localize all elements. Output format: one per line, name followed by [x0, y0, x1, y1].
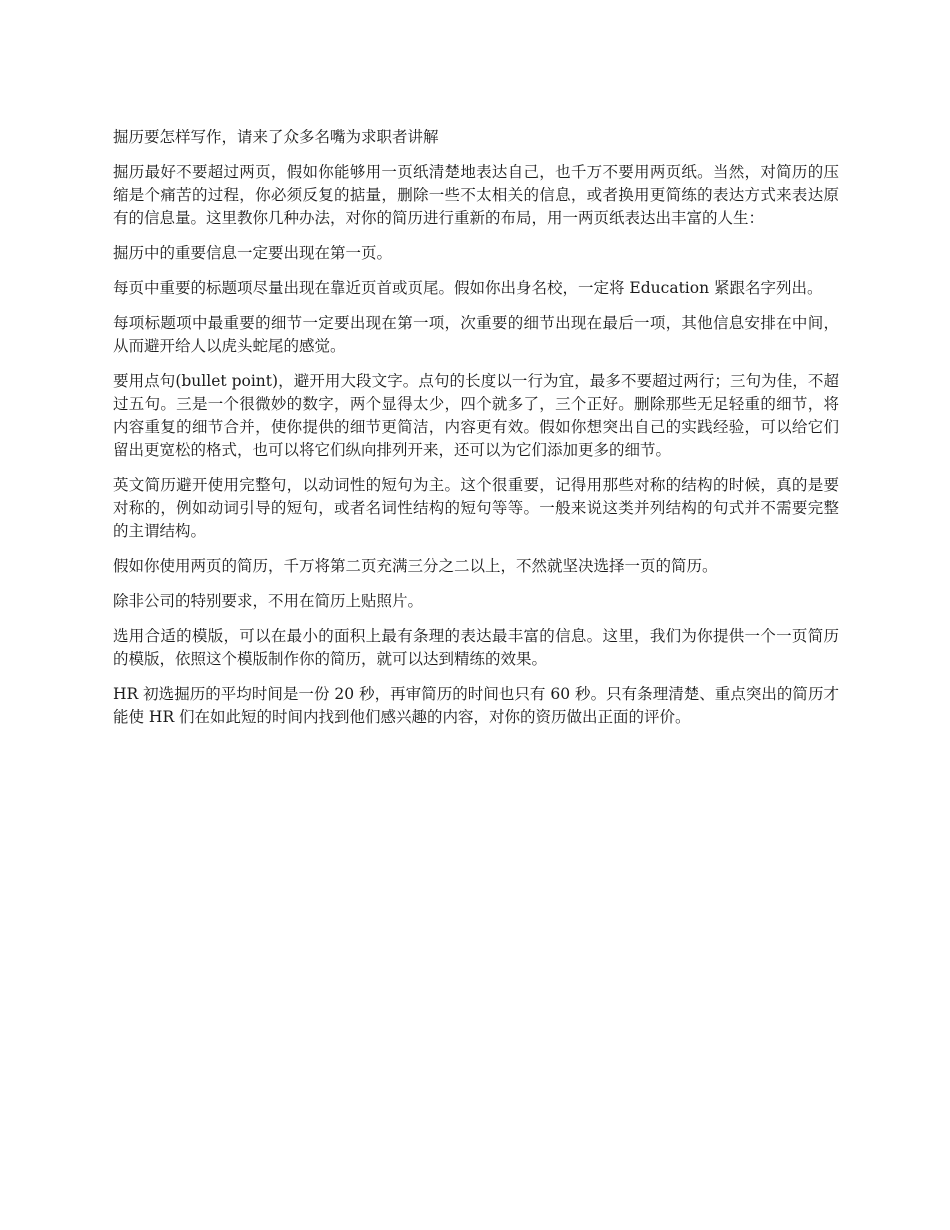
paragraph: 每页中重要的标题项尽量出现在靠近页首或页尾。假如你出身名校，一定将 Education 紧跟名字列出。: [113, 279, 823, 297]
paragraph: 选用合适的模版，可以在最小的面积上最有条理的表达最丰富的信息。这里，我们为你提供一个一页简历的模版，依照这个模版制作你的简历，就可以达到精练的效果。: [113, 627, 839, 668]
document-body: [113, 126, 839, 741]
paragraph: 英文简历避开使用完整句，以动词性的短句为主。这个很重要，记得用那些对称的结构的时候，真的是要对称的，例如动词引导的短句，或者名词性结构的短句等等。一般来说这类并列结构的句式并不需要完整的主谓结构。: [113, 476, 839, 540]
paragraph: 除非公司的特别要求，不用在简历上贴照片。: [113, 592, 424, 610]
paragraph: 掘历中的重要信息一定要出现在第一页。: [113, 244, 393, 262]
document-title: 掘历要怎样写作，请来了众多名嘴为求职者讲解: [113, 128, 439, 146]
paragraph: 掘历最好不要超过两页，假如你能够用一页纸清楚地表达自己，也千万不要用两页纸。当然，对简历的压缩是个痛苦的过程，你必须反复的掂量，删除一些不太相关的信息，或者换用更简练的表达方式来表达原有的信息量。这里教你几种办法，对你的简历进行重新的布局，用一两页纸表达出丰富的人生：: [113, 163, 839, 227]
paragraph: 假如你使用两页的简历，千万将第二页充满三分之二以上，不然就坚决选择一页的简历。: [113, 557, 718, 575]
paragraph: 每项标题项中最重要的细节一定要出现在第一项，次重要的细节出现在最后一项，其他信息安排在中间，从而避开给人以虎头蛇尾的感觉。: [113, 314, 839, 355]
paragraph: HR 初选掘历的平均时间是一份 20 秒，再审简历的时间也只有 60 秒。只有条理清楚、重点突出的简历才能使 HR 们在如此短的时间内找到他们感兴趣的内容，对你的资历做出正面的评价。: [113, 685, 839, 726]
paragraph: 要用点句(bullet point)，避开用大段文字。点句的长度以一行为宜，最多不要超过两行；三句为佳，不超过五句。三是一个很微妙的数字，两个显得太少，四个就多了，三个正好。删除那些无足轻重的细节，将内容重复的细节合并，使你提供的细节更简洁，内容更有效。假如你想突出自己的实践经验，可以给它们留出更宽松的格式，也可以将它们纵向排列开来，还可以为它们添加更多的细节。: [113, 372, 839, 459]
